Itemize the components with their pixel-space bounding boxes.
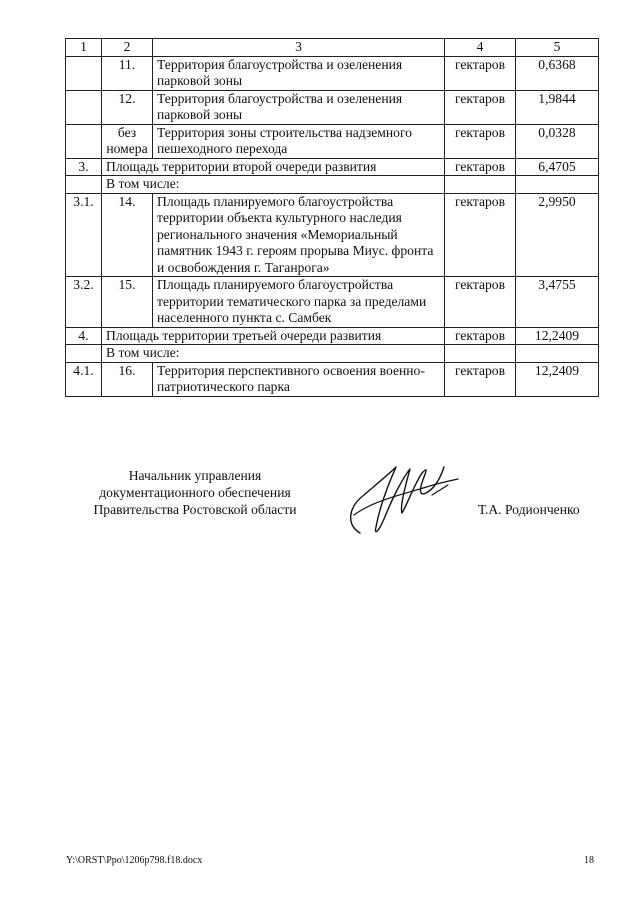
table-row — [66, 193, 599, 277]
position-line: Начальник управления — [128, 468, 262, 483]
header-cell: 5 — [516, 39, 599, 57]
table-row — [66, 176, 599, 194]
row-number: 3.2. — [66, 277, 102, 328]
item-value — [516, 345, 599, 363]
item-value: 2,9950 — [516, 193, 599, 277]
item-value: 1,9844 — [516, 90, 599, 124]
position-line: документационного обеспечения — [99, 485, 291, 500]
page-number: 18 — [584, 855, 594, 866]
item-unit: гектаров — [445, 193, 516, 277]
table-row — [66, 56, 599, 90]
item-unit: гектаров — [445, 90, 516, 124]
item-unit: гектаров — [445, 158, 516, 176]
table-row — [66, 277, 599, 328]
header-cell: 1 — [66, 39, 102, 57]
item-description: Площадь планируемого благоустройства территории тематического парка за пределами населенного пункта с. Самбек — [153, 277, 445, 328]
item-description: Территория благоустройства и озеленения парковой зоны — [153, 56, 445, 90]
table-header-row — [66, 39, 599, 57]
item-description: Территория зоны строительства надземного пешеходного перехода — [153, 124, 445, 158]
item-value: 3,4755 — [516, 277, 599, 328]
data-table — [65, 38, 599, 397]
handwritten-signature-icon — [340, 455, 465, 540]
file-path: Y:\ORST\Ppo\1206p798.f18.docx — [66, 855, 203, 866]
item-value: 0,6368 — [516, 56, 599, 90]
item-number: без номера — [102, 124, 153, 158]
row-number: 4. — [66, 327, 102, 345]
row-number: 3. — [66, 158, 102, 176]
item-number: 15. — [102, 277, 153, 328]
item-value: 12,2409 — [516, 327, 599, 345]
row-number: 4.1. — [66, 362, 102, 396]
item-unit: гектаров — [445, 327, 516, 345]
item-unit: гектаров — [445, 362, 516, 396]
item-value: 12,2409 — [516, 362, 599, 396]
item-number: 11. — [102, 56, 153, 90]
row-number — [66, 345, 102, 363]
item-unit — [445, 345, 516, 363]
item-number: 14. — [102, 193, 153, 277]
table-row — [66, 327, 599, 345]
item-value: 0,0328 — [516, 124, 599, 158]
section-title: Площадь территории третьей очереди развития — [102, 327, 445, 345]
row-number — [66, 124, 102, 158]
item-number: 16. — [102, 362, 153, 396]
row-number — [66, 56, 102, 90]
item-value: 6,4705 — [516, 158, 599, 176]
row-number: 3.1. — [66, 193, 102, 277]
header-cell: 3 — [153, 39, 445, 57]
header-cell: 2 — [102, 39, 153, 57]
item-description: Площадь планируемого благоустройства территории объекта культурного наследия регионального значения «Мемориальный памятник 1943 г. героям прорыва Миус. фронта и освобождения г. Таганрога» — [153, 193, 445, 277]
item-description: Территория перспективного освоения военно-патриотического парка — [153, 362, 445, 396]
item-unit: гектаров — [445, 56, 516, 90]
table-row — [66, 158, 599, 176]
item-unit — [445, 176, 516, 194]
section-title: Площадь территории второй очереди развития — [102, 158, 445, 176]
header-cell: 4 — [445, 39, 516, 57]
table-row — [66, 124, 599, 158]
item-unit: гектаров — [445, 124, 516, 158]
table-row — [66, 362, 599, 396]
table-row — [66, 90, 599, 124]
signatory-name: Т.А. Родионченко — [478, 502, 580, 517]
item-unit: гектаров — [445, 277, 516, 328]
row-number — [66, 176, 102, 194]
item-description: Территория благоустройства и озеленения парковой зоны — [153, 90, 445, 124]
table-row — [66, 345, 599, 363]
section-subtitle: В том числе: — [102, 345, 445, 363]
signatory-position — [66, 467, 324, 518]
row-number — [66, 90, 102, 124]
section-subtitle: В том числе: — [102, 176, 445, 194]
position-line: Правительства Ростовской области — [93, 502, 297, 517]
item-number: 12. — [102, 90, 153, 124]
item-value — [516, 176, 599, 194]
